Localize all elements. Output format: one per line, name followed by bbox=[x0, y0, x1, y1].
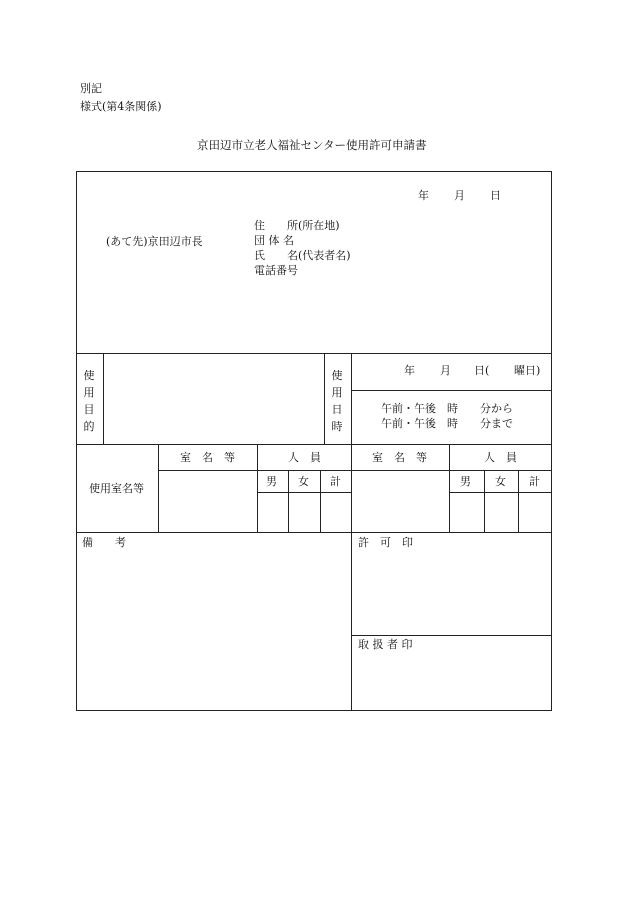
remarks-label: 備 考 bbox=[82, 536, 126, 549]
usage-time-to: 午前・午後 時 分まで bbox=[381, 417, 513, 430]
room-name-header-1: 室 名 等 bbox=[180, 451, 235, 464]
divider-people-header bbox=[257, 492, 351, 493]
divider-room-header bbox=[158, 470, 552, 471]
rooms-people-divider-1 bbox=[257, 444, 258, 532]
female-header-1: 女 bbox=[298, 475, 309, 488]
people-header-2: 人 員 bbox=[484, 451, 517, 464]
purpose-label: 使 用 目 的 bbox=[83, 369, 95, 434]
usage-date-year: 年 bbox=[404, 364, 415, 377]
annex-label: 別記 bbox=[80, 82, 102, 95]
divider-purpose bbox=[76, 444, 552, 445]
representative-name-label: 氏 名(代表者名) bbox=[254, 249, 351, 262]
form-border-top bbox=[76, 171, 552, 172]
rooms-group-divider bbox=[351, 444, 352, 532]
rooms-label: 使用室名等 bbox=[89, 482, 144, 495]
people-header-1: 人 員 bbox=[288, 451, 321, 464]
permit-seal-label: 許 可 印 bbox=[358, 536, 413, 549]
total-header-2: 計 bbox=[529, 475, 540, 488]
usage-date-day: 日( bbox=[474, 364, 490, 377]
group-name-label: 団 体 名 bbox=[254, 234, 294, 247]
divider-rooms bbox=[76, 532, 552, 533]
date-year: 年 bbox=[418, 189, 429, 202]
female-total-divider-1 bbox=[320, 470, 321, 532]
divider-applicant bbox=[76, 353, 552, 354]
divider-seals bbox=[351, 635, 552, 636]
usage-date-weekday: 曜日) bbox=[514, 364, 541, 377]
usage-time-label: 使 用 日 時 bbox=[331, 369, 343, 434]
addressee: (あて先)京田辺市長 bbox=[106, 235, 203, 248]
male-female-divider-1 bbox=[288, 470, 289, 532]
form-number: 様式(第4条関係) bbox=[80, 100, 162, 113]
time-label-divider bbox=[351, 353, 352, 444]
rooms-people-divider-2 bbox=[449, 444, 450, 532]
male-female-divider-2 bbox=[484, 470, 485, 532]
female-total-divider-2 bbox=[518, 470, 519, 532]
rooms-label-divider bbox=[158, 444, 159, 532]
address-label: 住 所(所在地) bbox=[254, 219, 340, 232]
divider-people-header-2 bbox=[449, 492, 552, 493]
male-header-2: 男 bbox=[460, 475, 471, 488]
usage-time-from: 午前・午後 時 分から bbox=[381, 402, 513, 415]
form-border-left bbox=[76, 171, 77, 711]
handler-seal-label: 取 扱 者 印 bbox=[358, 638, 413, 651]
document-title: 京田辺市立老人福祉センター使用許可申請書 bbox=[197, 138, 427, 152]
purpose-field[interactable] bbox=[106, 358, 320, 440]
room-name-header-2: 室 名 等 bbox=[372, 451, 427, 464]
remarks-seal-divider bbox=[351, 532, 352, 710]
date-month: 月 bbox=[454, 189, 465, 202]
female-header-2: 女 bbox=[495, 475, 506, 488]
purpose-label-divider bbox=[103, 353, 104, 444]
purpose-value-divider bbox=[324, 353, 325, 444]
usage-date-month: 月 bbox=[440, 364, 451, 377]
form-border-bottom bbox=[76, 710, 552, 711]
phone-label: 電話番号 bbox=[254, 264, 298, 277]
divider-date-time bbox=[351, 390, 552, 391]
form-border-right bbox=[551, 171, 552, 711]
date-day: 日 bbox=[490, 189, 501, 202]
total-header-1: 計 bbox=[330, 475, 341, 488]
male-header-1: 男 bbox=[266, 475, 277, 488]
